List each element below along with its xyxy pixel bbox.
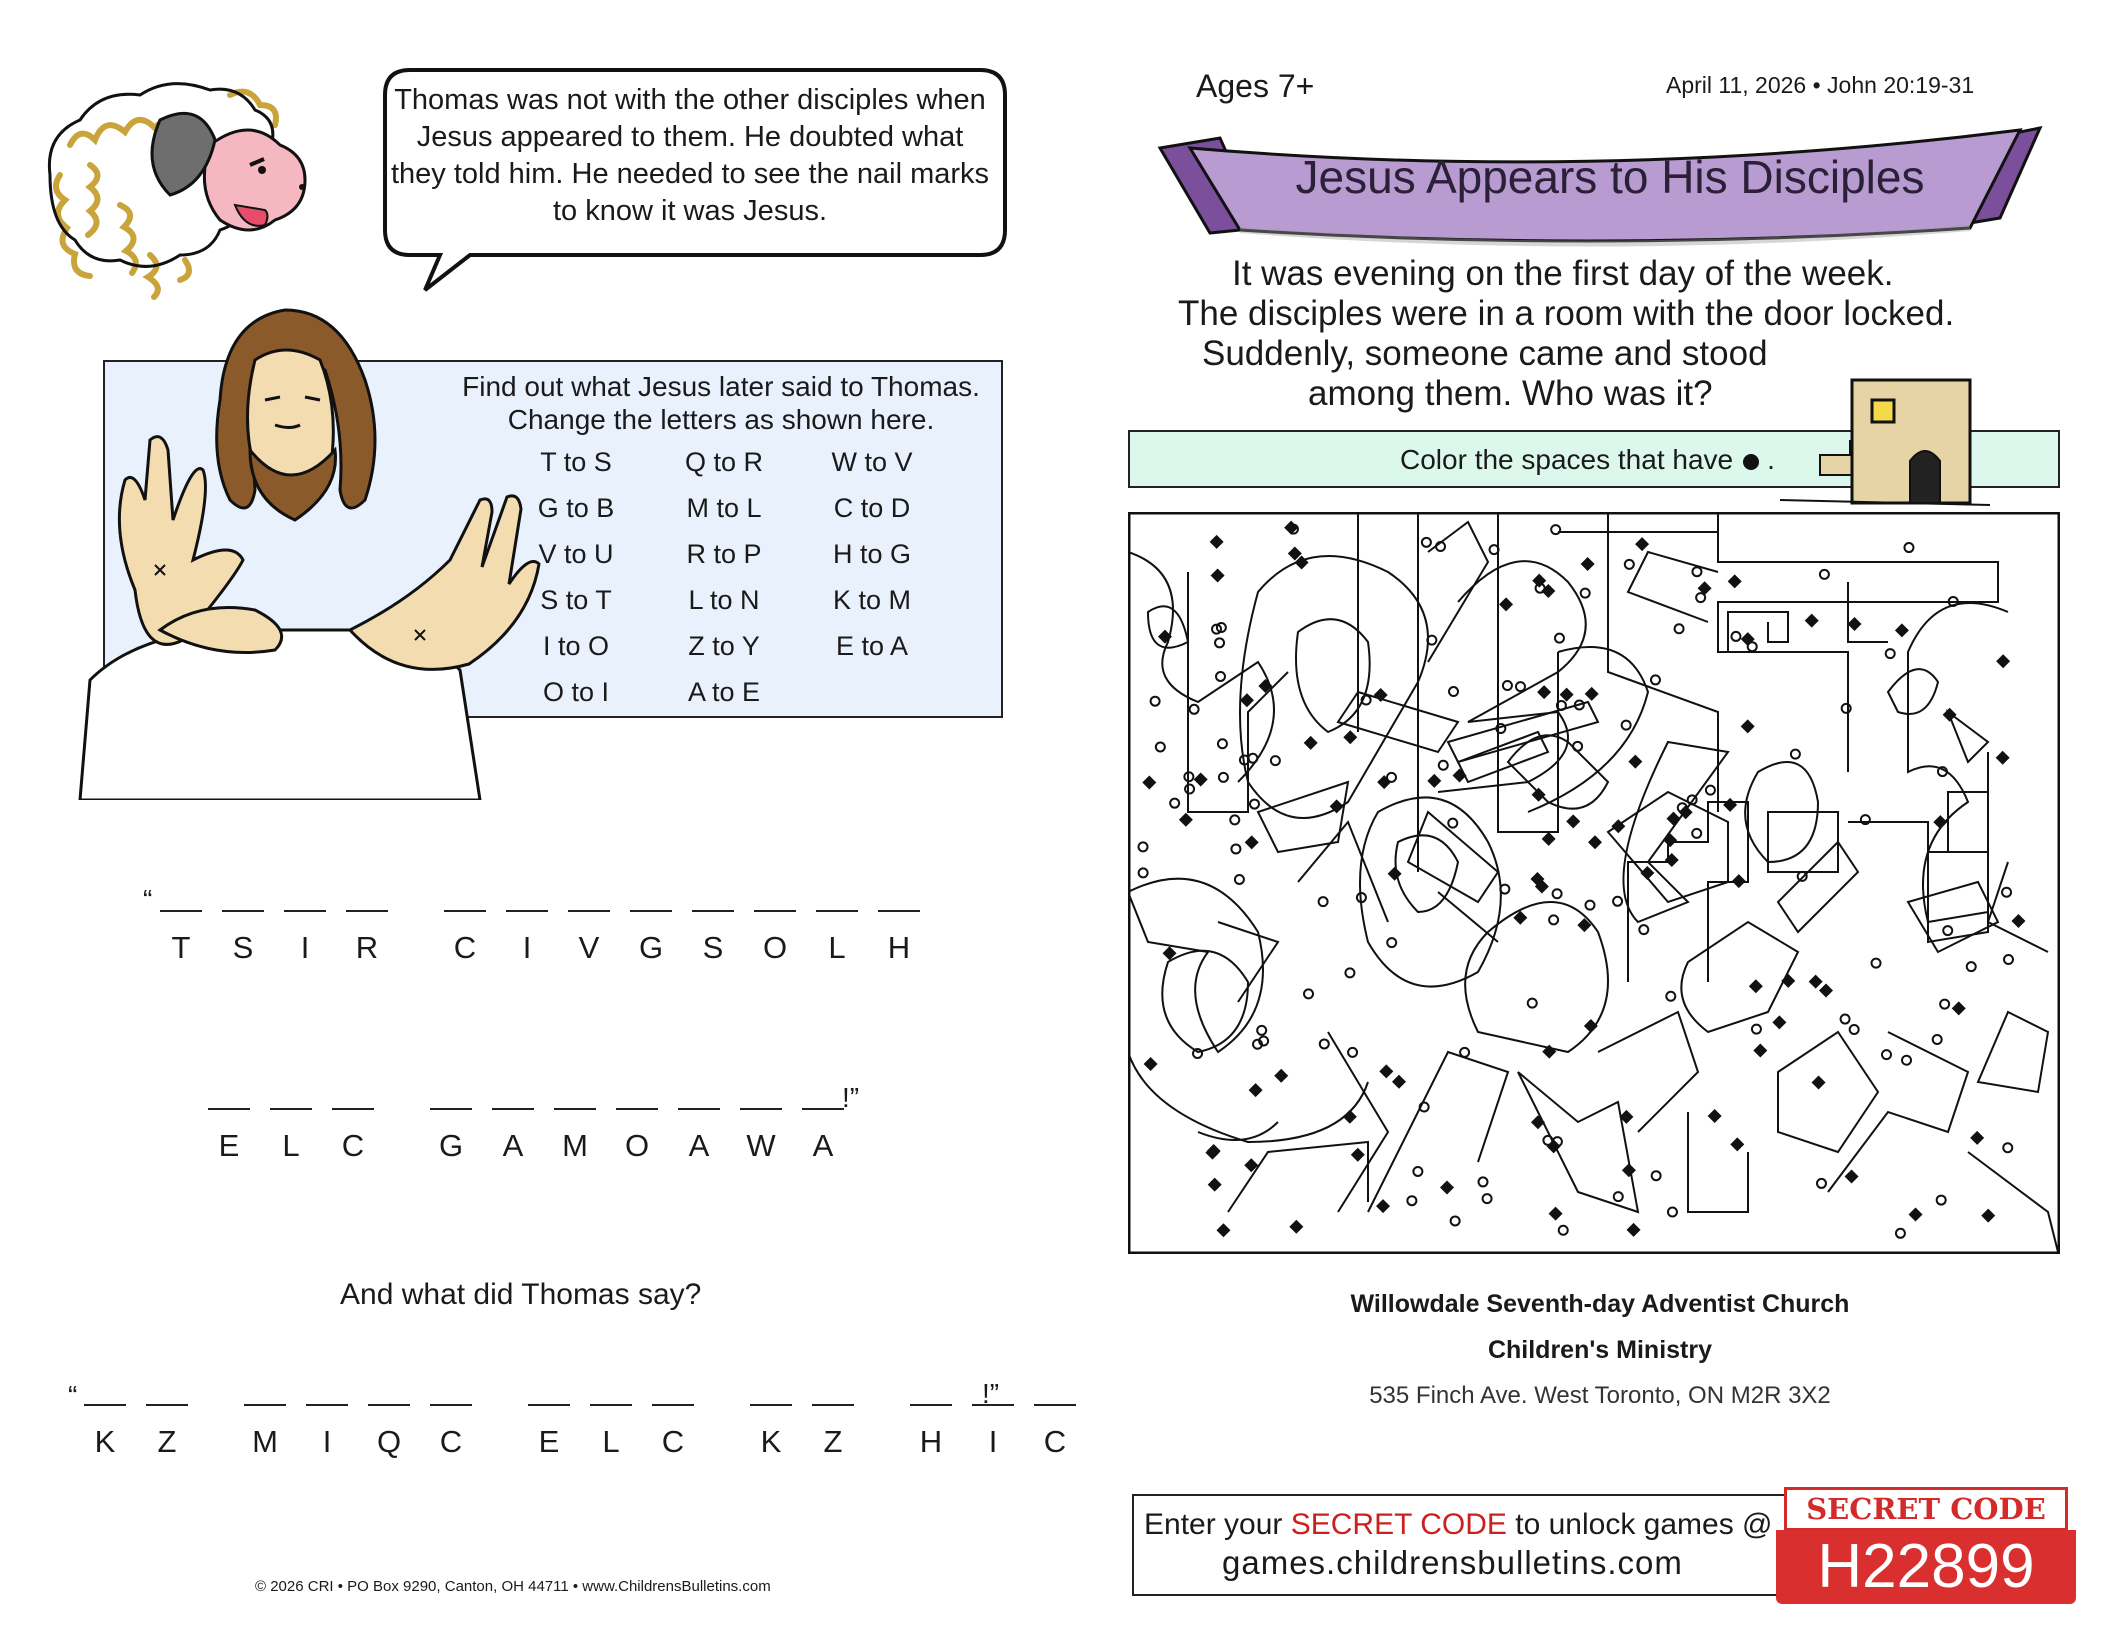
decoder-rule: L to N xyxy=(688,585,760,615)
copyright: © 2026 CRI • PO Box 9290, Canton, OH 44711 • www.ChildrensBulletins.com xyxy=(255,1578,771,1595)
cipher-letter: R xyxy=(355,930,379,965)
answer-blank[interactable] xyxy=(208,1108,250,1128)
answer-blank[interactable] xyxy=(430,1108,472,1128)
answer-blank[interactable] xyxy=(802,1108,844,1128)
decoder-rule: G to B xyxy=(537,493,615,523)
cipher-slot xyxy=(208,1108,250,1164)
decoder-rule: R to P xyxy=(686,539,762,569)
cipher-line-2 xyxy=(208,1108,900,1164)
cipher-word xyxy=(208,1108,394,1164)
thomas-question: And what did Thomas say? xyxy=(340,1278,702,1311)
speech-bubble-text: Thomas was not with the other disciples when Jesus appeared to them. He doubted what they told him. He needed to see the nail marks to know it was Jesus. xyxy=(390,84,990,227)
cipher-letter: Q xyxy=(376,1424,402,1459)
cipher-slot xyxy=(616,1108,658,1164)
cipher-word xyxy=(750,1404,874,1460)
answer-blank[interactable] xyxy=(306,1404,348,1424)
open-quote-2: “ xyxy=(68,1380,78,1411)
answer-blank[interactable] xyxy=(652,1404,694,1424)
cipher-slot xyxy=(492,1108,534,1164)
cipher-slot xyxy=(754,910,796,966)
cipher-letter: O xyxy=(762,930,788,965)
cipher-slot xyxy=(910,1404,952,1460)
secret-suffix: to unlock games @ xyxy=(1515,1508,1773,1541)
close-quote-2: !” xyxy=(982,1378,1000,1409)
answer-blank[interactable] xyxy=(554,1108,596,1128)
answer-blank[interactable] xyxy=(816,910,858,930)
cipher-word xyxy=(84,1404,208,1460)
decoder-rule: Q to R xyxy=(684,447,764,477)
answer-blank[interactable] xyxy=(332,1108,374,1128)
cipher-letter: V xyxy=(578,930,600,965)
cipher-slot xyxy=(652,1404,694,1460)
decoder-rule: A to E xyxy=(687,677,761,707)
decoder-rule: M to L xyxy=(686,493,762,523)
cipher-letter: C xyxy=(661,1424,685,1459)
cipher-slot xyxy=(1034,1404,1076,1460)
cipher-slot xyxy=(802,1108,844,1164)
cipher-letter: I xyxy=(988,1424,998,1459)
secret-code-prompt xyxy=(1144,1508,1773,1542)
answer-blank[interactable] xyxy=(750,1404,792,1424)
cipher-letter: C xyxy=(1043,1424,1067,1459)
decoder-rule: S to T xyxy=(540,585,612,615)
decoder-rule: T to S xyxy=(540,447,612,477)
decoder-rule: I to O xyxy=(542,631,610,661)
cipher-letter: O xyxy=(624,1128,650,1163)
answer-blank[interactable] xyxy=(528,1404,570,1424)
cipher-letter: I xyxy=(522,930,532,965)
answer-blank[interactable] xyxy=(346,910,388,930)
date-reference: April 11, 2026 • John 20:19-31 xyxy=(1666,72,1975,98)
cipher-slot xyxy=(444,910,486,966)
cipher-word xyxy=(160,910,408,966)
answer-blank[interactable] xyxy=(678,1108,720,1128)
games-url-link[interactable]: games.childrensbulletins.com xyxy=(1222,1544,1683,1581)
cipher-slot xyxy=(506,910,548,966)
cipher-letter: S xyxy=(232,930,254,965)
cipher-slot xyxy=(554,1108,596,1164)
answer-blank[interactable] xyxy=(146,1404,188,1424)
dot-symbol-icon xyxy=(1743,454,1759,470)
answer-blank[interactable] xyxy=(616,1108,658,1128)
cipher-slot xyxy=(160,910,202,966)
decoder-rule: Z to Y xyxy=(688,631,760,661)
cipher-slot xyxy=(430,1108,472,1164)
cipher-slot xyxy=(306,1404,348,1460)
close-quote: !” xyxy=(842,1082,860,1113)
age-label: Ages 7+ xyxy=(1196,68,1315,104)
answer-blank[interactable] xyxy=(84,1404,126,1424)
answer-blank[interactable] xyxy=(568,910,610,930)
cipher-letter: E xyxy=(538,1424,560,1459)
cipher-slot xyxy=(528,1404,570,1460)
answer-blank[interactable] xyxy=(692,910,734,930)
cipher-letter: I xyxy=(300,930,310,965)
cipher-slot xyxy=(750,1404,792,1460)
cipher-slot xyxy=(740,1108,782,1164)
church-name: Willowdale Seventh-day Adventist Church xyxy=(1350,1290,1850,1318)
decoder-rule: E to A xyxy=(835,631,909,661)
secret-code-value: H22899 xyxy=(1776,1530,2076,1604)
answer-blank[interactable] xyxy=(630,910,672,930)
answer-blank[interactable] xyxy=(910,1404,952,1424)
color-instruction-end: . xyxy=(1767,444,1775,475)
cipher-slot xyxy=(346,910,388,966)
answer-blank[interactable] xyxy=(160,910,202,930)
cipher-slot xyxy=(332,1108,374,1164)
cipher-letter: H xyxy=(919,1424,943,1459)
decoder-instructions: Find out what Jesus later said to Thomas. Change the letters as shown here. xyxy=(462,371,980,435)
cipher-slot xyxy=(692,910,734,966)
house-illustration xyxy=(1770,375,2000,510)
cipher-slot xyxy=(368,1404,410,1460)
cipher-letter: L xyxy=(828,930,846,965)
secret-highlight: SECRET CODE xyxy=(1290,1508,1507,1541)
cipher-word xyxy=(430,1108,864,1164)
cipher-letter: Z xyxy=(823,1424,843,1459)
cipher-letter: M xyxy=(252,1424,278,1459)
answer-blank[interactable] xyxy=(444,910,486,930)
cipher-letter: C xyxy=(453,930,477,965)
cipher-word xyxy=(528,1404,714,1460)
color-instruction-text: Color the spaces that have xyxy=(1400,444,1734,475)
decoder-rule: H to G xyxy=(832,539,912,569)
cipher-slot xyxy=(146,1404,188,1460)
cipher-slot xyxy=(678,1108,720,1164)
story-line-3: Suddenly, someone came and stood xyxy=(1202,334,1768,373)
answer-blank[interactable] xyxy=(590,1404,632,1424)
answer-blank[interactable] xyxy=(284,910,326,930)
cipher-letter: I xyxy=(322,1424,332,1459)
cipher-slot xyxy=(590,1404,632,1460)
answer-blank[interactable] xyxy=(506,910,548,930)
cipher-slot xyxy=(84,1404,126,1460)
answer-blank[interactable] xyxy=(492,1108,534,1128)
decoder-rule: K to M xyxy=(832,585,912,615)
cipher-word xyxy=(244,1404,492,1460)
cipher-letter: K xyxy=(94,1424,116,1459)
cipher-slot xyxy=(284,910,326,966)
answer-blank[interactable] xyxy=(270,1108,312,1128)
cipher-slot xyxy=(878,910,920,966)
story-line-1: It was evening on the first day of the week. xyxy=(1232,254,1894,293)
answer-blank[interactable] xyxy=(430,1404,472,1424)
cipher-line-1 xyxy=(160,910,976,966)
decoder-rule: V to U xyxy=(538,539,614,569)
answer-blank[interactable] xyxy=(1034,1404,1076,1424)
answer-blank[interactable] xyxy=(368,1404,410,1424)
cipher-slot xyxy=(244,1404,286,1460)
cipher-letter: L xyxy=(282,1128,300,1163)
answer-blank[interactable] xyxy=(740,1108,782,1128)
cipher-letter: A xyxy=(502,1128,524,1163)
cipher-letter: C xyxy=(341,1128,365,1163)
story-line-4: among them. Who was it? xyxy=(1308,374,1713,413)
cipher-letter: A xyxy=(812,1128,834,1163)
cipher-letter: A xyxy=(688,1128,710,1163)
sheep-illustration xyxy=(30,55,380,335)
cipher-word xyxy=(910,1404,1096,1460)
open-quote: “ xyxy=(143,884,153,915)
color-instruction xyxy=(1400,444,1775,476)
cipher-letter: Z xyxy=(157,1424,177,1459)
cipher-letter: W xyxy=(746,1128,776,1163)
answer-blank[interactable] xyxy=(812,1404,854,1424)
cipher-letter: G xyxy=(638,930,664,965)
church-address: 535 Finch Ave. West Toronto, ON M2R 3X2 xyxy=(1369,1382,1831,1409)
answer-blank[interactable] xyxy=(878,910,920,930)
page-title: Jesus Appears to His Disciples xyxy=(1295,151,1925,203)
cipher-letter: K xyxy=(760,1424,782,1459)
cipher-letter: S xyxy=(702,930,724,965)
decoder-rule: C to D xyxy=(833,493,911,523)
church-ministry: Children's Ministry xyxy=(1487,1336,1713,1364)
cipher-letter: E xyxy=(218,1128,240,1163)
cipher-slot xyxy=(812,1404,854,1460)
cipher-letter: L xyxy=(602,1424,620,1459)
cipher-slot xyxy=(630,910,672,966)
answer-blank[interactable] xyxy=(222,910,264,930)
cipher-line-3 xyxy=(84,1404,1132,1460)
cipher-slot xyxy=(816,910,858,966)
cipher-letter: C xyxy=(439,1424,463,1459)
secret-code-label: SECRET CODE xyxy=(1784,1487,2068,1531)
answer-blank[interactable] xyxy=(754,910,796,930)
cipher-letter: M xyxy=(562,1128,588,1163)
story-line-2: The disciples were in a room with the door locked. xyxy=(1178,294,1955,333)
answer-blank[interactable] xyxy=(244,1404,286,1424)
cipher-slot xyxy=(222,910,264,966)
cipher-slot xyxy=(972,1404,1014,1460)
cipher-slot xyxy=(430,1404,472,1460)
decoder-rule: O to I xyxy=(542,677,610,707)
color-puzzle[interactable] xyxy=(1128,512,2060,1254)
cipher-word xyxy=(444,910,940,966)
secret-prefix: Enter your xyxy=(1144,1508,1283,1541)
cipher-letter: T xyxy=(171,930,191,965)
cipher-slot xyxy=(568,910,610,966)
cipher-letter: G xyxy=(438,1128,464,1163)
cipher-slot xyxy=(270,1108,312,1164)
decoder-rule: W to V xyxy=(831,447,913,477)
cipher-letter: H xyxy=(887,930,911,965)
